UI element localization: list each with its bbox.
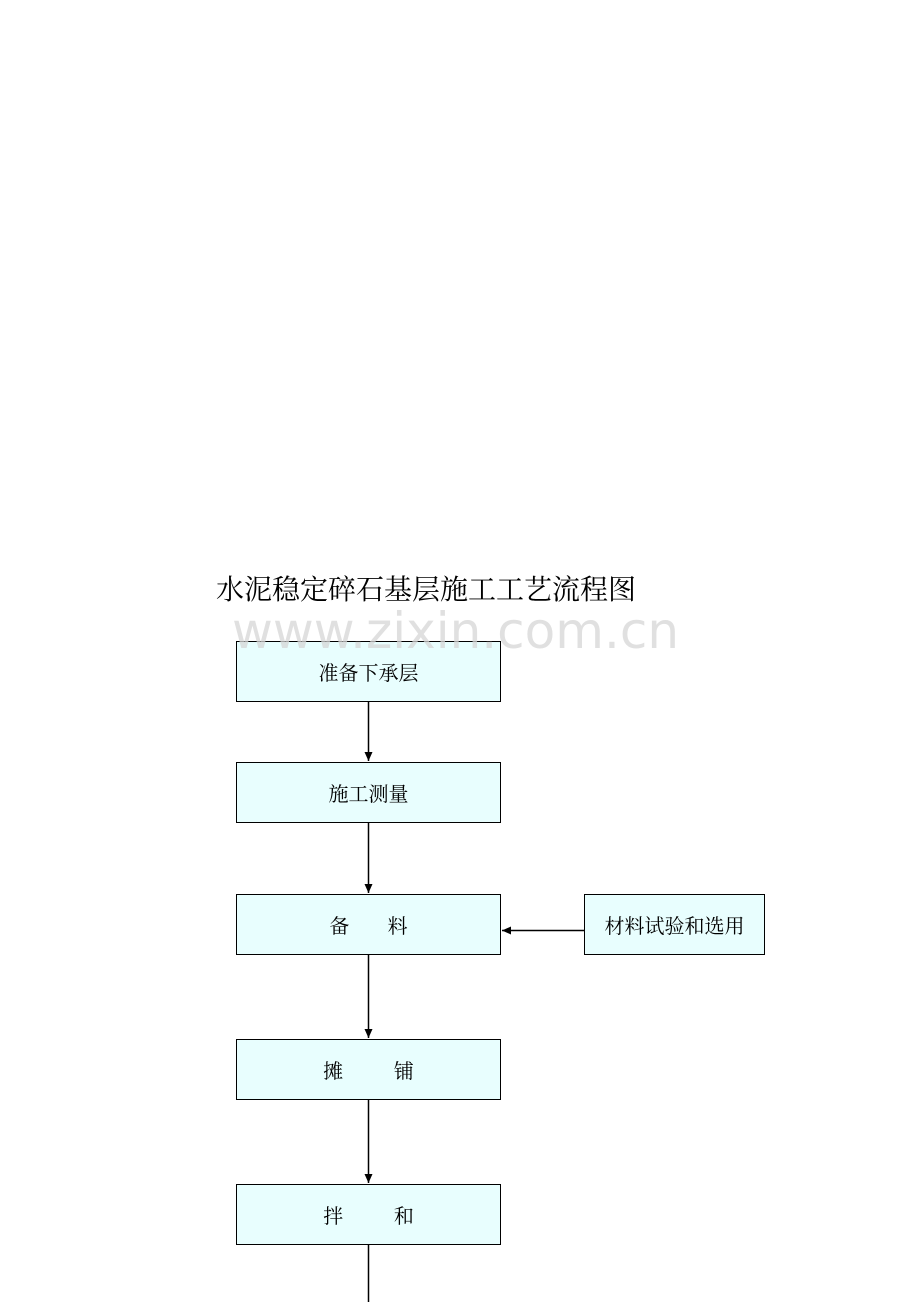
page-title: 水泥稳定碎石基层施工工艺流程图: [216, 573, 637, 606]
step-prepare-sublayer-box: 准备下承层: [236, 641, 501, 702]
watermark-text: www.zixin.com.cn: [232, 602, 680, 660]
step-mixing-box: 拌 和: [236, 1184, 501, 1245]
step-survey-box: 施工测量: [236, 762, 501, 823]
step-material-prep-box: 备 料: [236, 894, 501, 955]
step-spreading-box: 摊 铺: [236, 1039, 501, 1100]
material-testing-box: 材料试验和选用: [584, 894, 765, 955]
